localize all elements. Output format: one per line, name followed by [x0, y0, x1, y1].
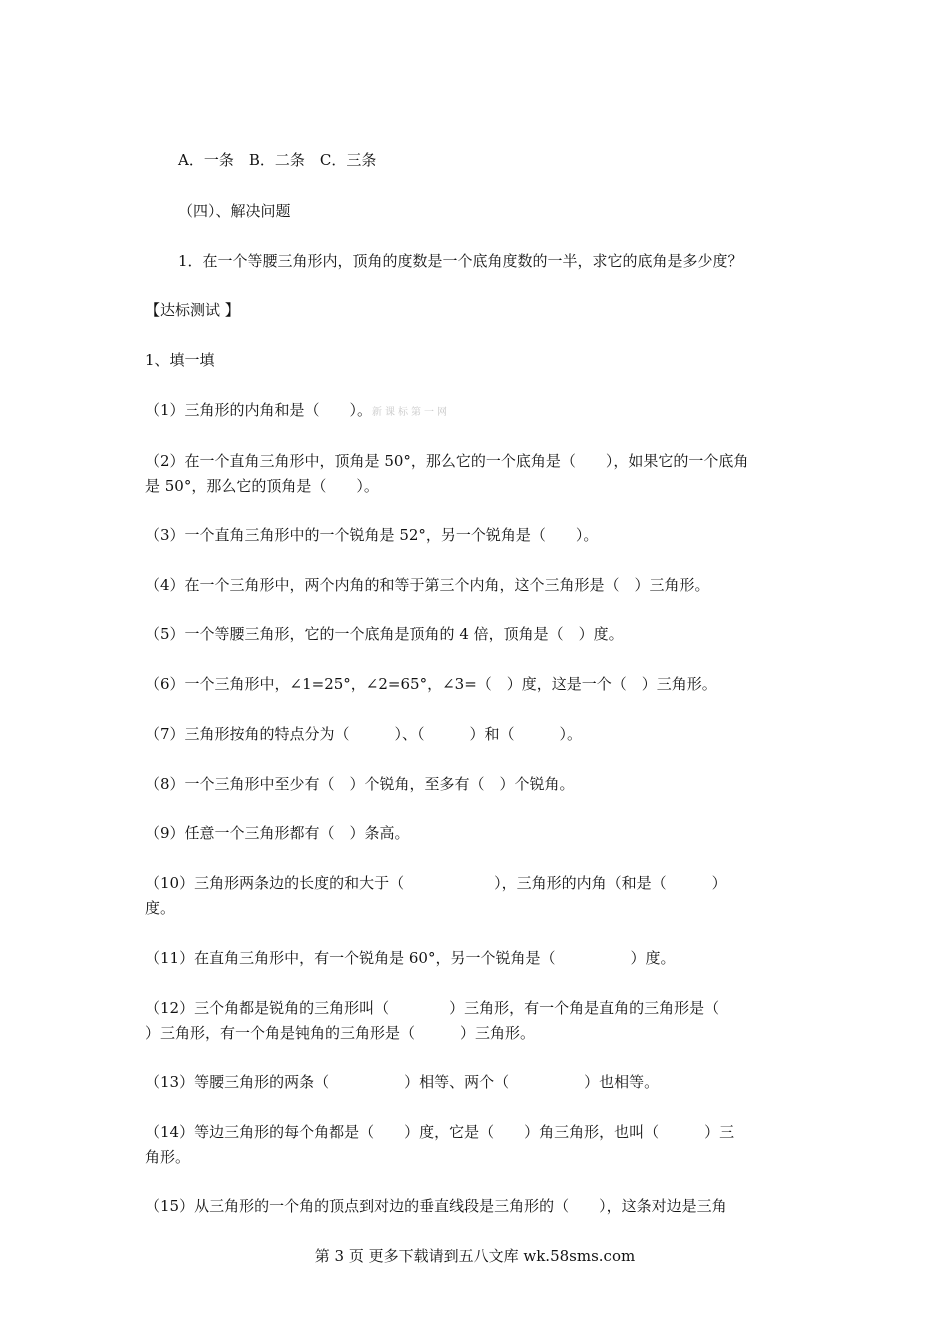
question-4: （4）在一个三角形中，两个内角的和等于第三个内角，这个三角形是（ ）三角形。: [145, 576, 710, 594]
question-2-line-1: （2）在一个直角三角形中，顶角是 50°，那么它的一个底角是（ ），如果它的一个底角: [145, 452, 749, 470]
question-15: （15）从三角形的一个角的顶点到对边的垂直线段是三角形的（ ），这条对边是三角: [145, 1197, 727, 1215]
question-6: （6）一个三角形中，∠1=25°，∠2=65°，∠3=（ ）度，这是一个（ ）三角形。: [145, 675, 717, 693]
question-12-line-1: （12）三个角都是锐角的三角形叫（ ）三角形，有一个角是直角的三角形是（: [145, 999, 720, 1017]
question-14-line-2: 角形。: [145, 1148, 191, 1166]
question-7: （7）三角形按角的特点分为（ ）、（ ）和（ ）。: [145, 725, 583, 743]
question-1: [145, 398, 815, 425]
question-12-line-2: ）三角形，有一个角是钝角的三角形是（ ）三角形。: [145, 1024, 536, 1042]
options-line: A．一条 B．二条 C．三条: [178, 151, 377, 169]
question-11: （11）在直角三角形中，有一个锐角是 60°，另一个锐角是（ ）度。: [145, 949, 676, 967]
test-heading: 【达标测试 】: [145, 301, 240, 319]
watermark-text: 新课标第一网: [372, 407, 451, 418]
question-3: （3）一个直角三角形中的一个锐角是 52°，另一个锐角是（ ）。: [145, 526, 599, 544]
question-1-text: （1）三角形的内角和是（ ）。: [145, 401, 373, 419]
question-2-line-2: 是 50°，那么它的顶角是（ ）。: [145, 477, 379, 495]
question-5: （5）一个等腰三角形，它的一个底角是顶角的 4 倍，顶角是（ ）度。: [145, 625, 624, 643]
section-four-heading: （四）、解决问题: [178, 202, 291, 220]
question-9: （9）任意一个三角形都有（ ）条高。: [145, 824, 410, 842]
question-10-line-2: 度。: [145, 899, 176, 917]
question-14-line-1: （14）等边三角形的每个角都是（ ）度，它是（ ）角三角形，也叫（ ）三: [145, 1123, 735, 1141]
question-10-line-1: （10）三角形两条边的长度的和大于（ ），三角形的内角（和是（ ）: [145, 874, 727, 892]
fill-heading: 1、填一填: [145, 351, 215, 369]
page-footer: 第 3 页 更多下载请到五八文库 wk.58sms.com: [314, 1247, 636, 1265]
question-13: （13）等腰三角形的两条（ ）相等、两个（ ）也相等。: [145, 1073, 660, 1091]
question-8: （8）一个三角形中至少有（ ）个锐角，至多有（ ）个锐角。: [145, 775, 575, 793]
problem-1: 1．在一个等腰三角形内，顶角的度数是一个底角度数的一半，求它的底角是多少度？: [178, 252, 743, 270]
